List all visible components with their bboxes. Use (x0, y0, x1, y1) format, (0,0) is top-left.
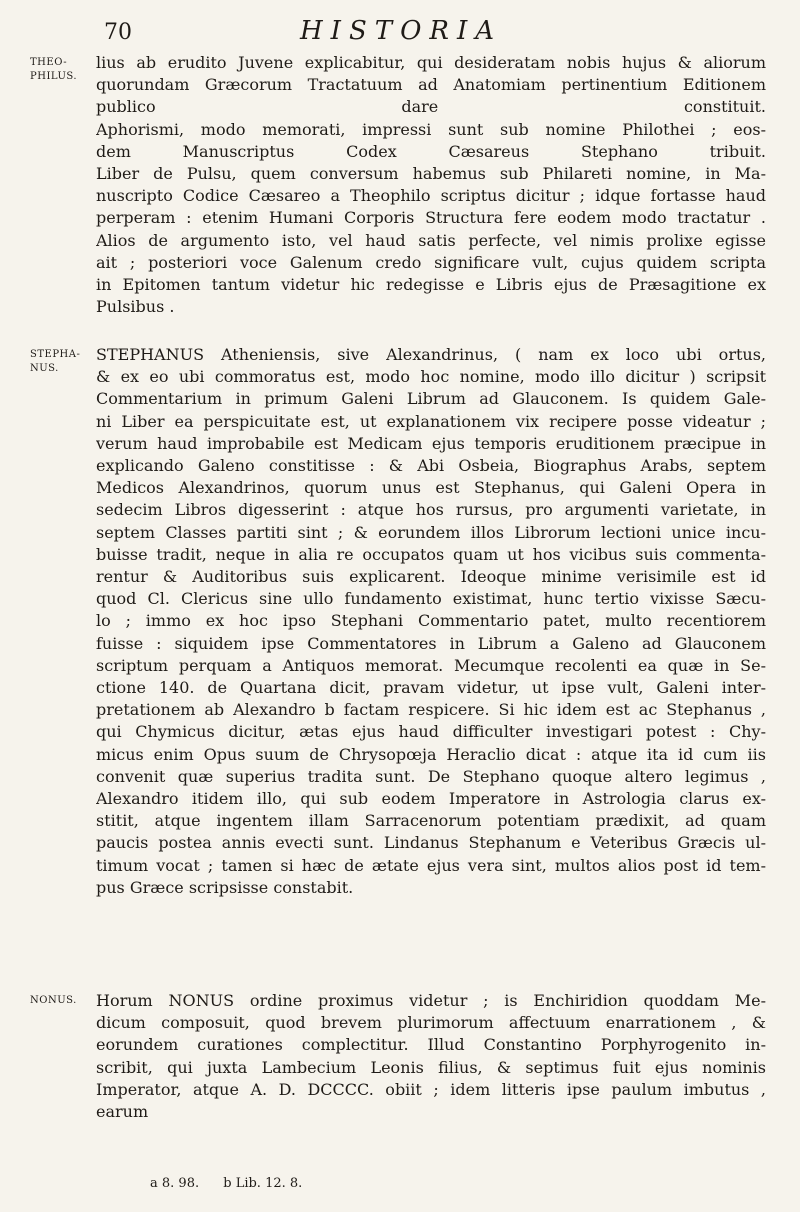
text-line: Liber de Pulsu, quem conversum habemus sub Philareti nomine, in Ma- (96, 164, 766, 184)
text-line: perperam : etenim Humani Corporis Structura fere eodem modo tractatur . (96, 208, 766, 228)
text-line: quorundam Græcorum Tractatuum ad Anatomiam pertinentium Editionem (96, 75, 766, 95)
text-line: ctione 140. de Quartana dicit, pravam videtur, ut ipse vult, Galeni inter- (96, 678, 766, 698)
text-line: fuisse : siquidem ipse Commentatores in Librum a Galeno ad Glauconem (96, 633, 766, 653)
text-line: ni Liber ea perspicuitate est, ut explanationem vix recipere posse videatur ; (96, 411, 766, 431)
margin-note-theophilus: THEO- PHILUS. (30, 57, 78, 82)
text-line: explicando Galeno constitisse : & Abi Osbeia, Biographus Arabs, septem (96, 456, 766, 476)
text-line: timum vocat ; tamen si hæc de ætate ejus vera sint, multos alios post id tem- (96, 855, 766, 875)
paragraph-nonus (96, 990, 766, 1123)
text-line: verum haud improbabile est Medicam ejus temporis eruditionem præcipue in (96, 433, 766, 453)
page-number: 70 (104, 20, 132, 45)
text-line: dicum composuit, quod brevem plurimorum affectuum enarrationem , & (96, 1013, 766, 1033)
text-line: eorundem curationes complectitur. Illud Constantino Porphyrogenito in- (96, 1035, 766, 1055)
margin-note-stephanus: STEPHA- NUS. (30, 349, 81, 374)
text-line: publico dare constituit. (96, 97, 766, 117)
text-line: quod Cl. Clericus sine ullo fundamento existimat, hunc tertio vixisse Sæcu- (96, 589, 766, 609)
text-line: dem Manuscriptus Codex Cæsareus Stephano tribuit. (96, 141, 766, 161)
footnote-b: b Lib. 12. 8. (223, 1176, 303, 1191)
text-line: buisse tradit, neque in alia re occupatos quam ut hos vicibus suis commenta- (96, 544, 766, 564)
text-line: sedecim Libros digesserint : atque hos rursus, pro argumenti varietate, in (96, 500, 766, 520)
text-line: Pulsibus . (96, 297, 175, 317)
text-line: stitit, atque ingentem illam Sarracenorum potentiam prædixit, ad quam (96, 811, 766, 831)
text-line: pretationem ab Alexandro b factam respicere. Si hic idem est ac Stephanus , (96, 700, 766, 720)
text-line: earum (96, 1102, 149, 1122)
text-line: Aphorismi, modo memorati, impressi sunt sub nomine Philothei ; eos- (96, 119, 766, 139)
text-line: scriptum perquam a Antiquos memorat. Mecumque recolenti ea quæ in Se- (96, 655, 766, 675)
text-line: Commentarium in primum Galeni Librum ad Glauconem. Is quidem Gale- (96, 389, 766, 409)
text-line: scribit, qui juxta Lambecium Leonis filius, & septimus fuit ejus nominis (96, 1057, 766, 1077)
text-line: micus enim Opus suum de Chrysopœja Heraclio dicat : atque ita id cum iis (96, 744, 766, 764)
text-line: qui Chymicus dicitur, ætas ejus haud difficulter investigari potest : Chy- (96, 722, 766, 742)
text-line: Imperator, atque A. D. DCCCC. obiit ; idem litteris ipse paulum imbutus , (96, 1079, 766, 1099)
text-line: & ex eo ubi commoratus est, modo hoc nomine, modo illo dicitur ) scripsit (96, 367, 766, 387)
text-line: rentur & Auditoribus suis explicarent. Ideoque minime verisimile est id (96, 567, 766, 587)
page-header (0, 16, 800, 48)
text-line: STEPHANUS Atheniensis, sive Alexandrinus, ( nam ex loco ubi ortus, (96, 345, 766, 364)
footnote-a: a 8. 98. (150, 1176, 200, 1191)
text-line: Horum NONUS ordine proximus videtur ; is Enchiridion quoddam Me- (96, 991, 766, 1010)
text-line: ait ; posteriori voce Galenum credo significare vult, cujus quidem scripta (96, 252, 766, 272)
text-line: pus Græce scripsisse constabit. (96, 877, 354, 897)
text-line: nuscripto Codice Cæsareo a Theophilo scriptus dicitur ; idque fortasse haud (96, 186, 766, 206)
text-line: Alexandro itidem illo, qui sub eodem Imperatore in Astrologia clarus ex- (96, 789, 766, 809)
text-line: convenit quæ superius tradita sunt. De Stephano quoque altero legimus , (96, 766, 766, 786)
footnotes (150, 1176, 322, 1191)
text-line: lo ; immo ex hoc ipso Stephani Commentario patet, multo recentiorem (96, 611, 766, 631)
paragraph-stephanus (96, 344, 766, 899)
text-line: Medicos Alexandrinos, quorum unus est Stephanus, qui Galeni Opera in (96, 478, 766, 498)
text-line: in Epitomen tantum videtur hic redegisse e Libris ejus de Præsagitione ex (96, 275, 766, 295)
running-title: HISTORIA (300, 16, 503, 46)
text-line: lius ab erudito Juvene explicabitur, qui desideratam nobis hujus & aliorum (96, 53, 766, 72)
margin-note-nonus: NONUS. (30, 995, 77, 1006)
text-line: paucis postea annis evecti sunt. Lindanus Stephanum e Veteribus Græcis ul- (96, 833, 766, 853)
text-line: septem Classes partiti sint ; & eorundem illos Librorum lectioni unice incu- (96, 522, 766, 542)
text-line: Alios de argumento isto, vel haud satis perfecte, vel nimis prolixe egisse (96, 230, 766, 250)
paragraph-theophilus (96, 52, 766, 318)
